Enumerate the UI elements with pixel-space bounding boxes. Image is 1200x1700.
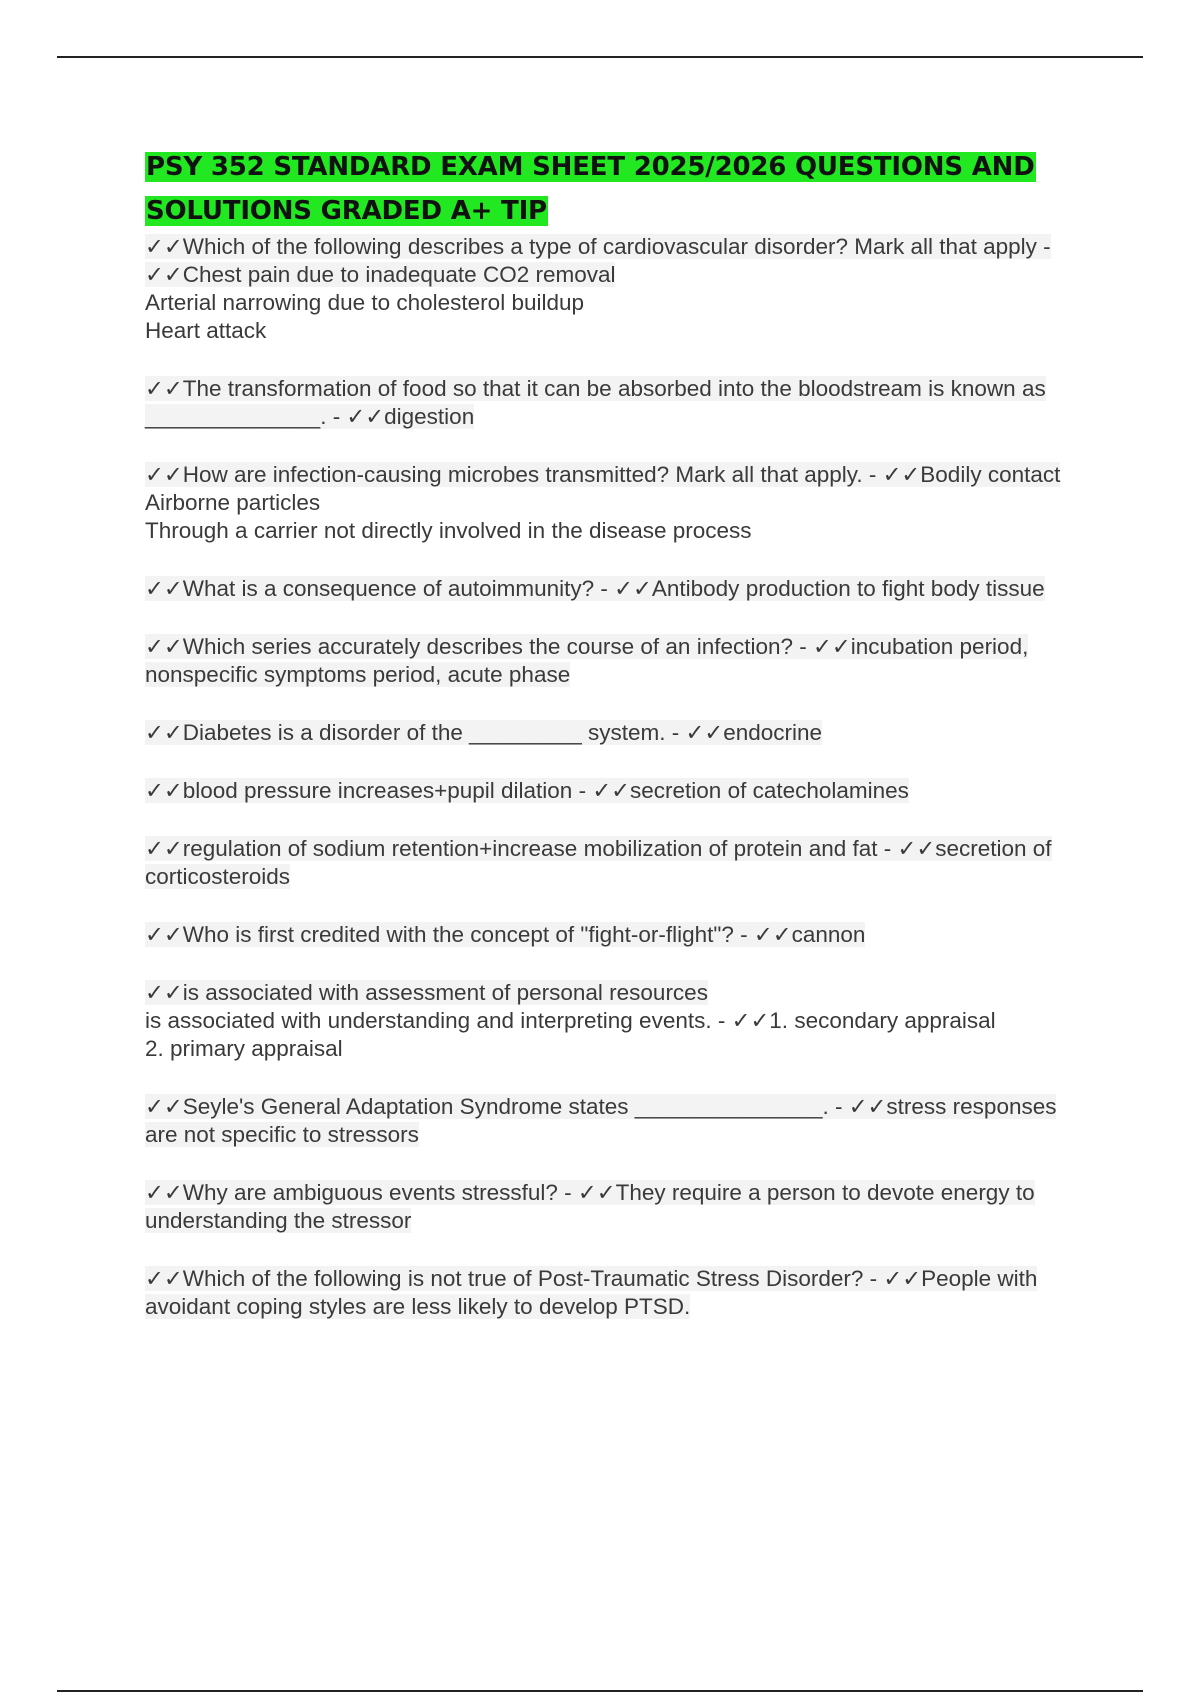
question-text: ✓✓Seyle's General Adaptation Syndrome states _______________. - ✓✓stress responses are not specific to stressors xyxy=(145,1094,1057,1147)
qa-item-4 xyxy=(145,575,1085,603)
question-text: ✓✓Which of the following is not true of Post-Traumatic Stress Disorder? - ✓✓People with avoidant coping styles are less likely to develop PTSD. xyxy=(145,1266,1038,1319)
question-text: ✓✓What is a consequence of autoimmunity? - ✓✓Antibody production to fight body tissue xyxy=(145,576,1045,601)
question-text: ✓✓blood pressure increases+pupil dilation - ✓✓secretion of catecholamines xyxy=(145,778,909,803)
qa-item-6 xyxy=(145,719,1085,747)
document-body xyxy=(145,145,1085,1321)
question-text: ✓✓Which series accurately describes the course of an infection? - ✓✓incubation period, nonspecific symptoms period, acute phase xyxy=(145,634,1029,687)
qa-item-1 xyxy=(145,233,1085,345)
qa-item-11 xyxy=(145,1093,1085,1149)
qa-item-2 xyxy=(145,375,1085,431)
qa-item-10 xyxy=(145,979,1085,1063)
answer-line: 2. primary appraisal xyxy=(145,1036,343,1061)
answer-line: Through a carrier not directly involved in the disease process xyxy=(145,518,752,543)
question-text: ✓✓The transformation of food so that it can be absorbed into the bloodstream is known as ______________. - ✓✓digestion xyxy=(145,376,1046,429)
question-text: ✓✓Diabetes is a disorder of the _________ system. - ✓✓endocrine xyxy=(145,720,823,745)
answer-line: Arterial narrowing due to cholesterol buildup xyxy=(145,290,585,315)
qa-item-9 xyxy=(145,921,1085,949)
qa-item-5 xyxy=(145,633,1085,689)
answer-line: is associated with understanding and interpreting events. - ✓✓1. secondary appraisal xyxy=(145,1008,996,1033)
question-text: ✓✓is associated with assessment of personal resources xyxy=(145,980,708,1005)
question-text: ✓✓regulation of sodium retention+increase mobilization of protein and fat - ✓✓secretion of corticosteroids xyxy=(145,836,1052,889)
qa-item-3 xyxy=(145,461,1085,545)
title-highlight: PSY 352 STANDARD EXAM SHEET 2025/2026 QUESTIONS AND SOLUTIONS GRADED A+ TIP xyxy=(146,152,1035,226)
question-text: ✓✓How are infection-causing microbes transmitted? Mark all that apply. - ✓✓Bodily contact xyxy=(145,462,1061,487)
document-title xyxy=(145,145,1085,233)
answer-line: Heart attack xyxy=(145,318,267,343)
answer-line: Airborne particles xyxy=(145,490,321,515)
qa-item-7 xyxy=(145,777,1085,805)
qa-item-8 xyxy=(145,835,1085,891)
qa-item-13 xyxy=(145,1265,1085,1321)
qa-item-12 xyxy=(145,1179,1085,1235)
question-text: ✓✓Which of the following describes a type of cardiovascular disorder? Mark all that apply - ✓✓Chest pain due to inadequate CO2 removal xyxy=(145,234,1051,287)
question-text: ✓✓Why are ambiguous events stressful? - ✓✓They require a person to devote energy to understanding the stressor xyxy=(145,1180,1035,1233)
top-rule xyxy=(57,56,1143,58)
question-text: ✓✓Who is first credited with the concept of "fight-or-flight"? - ✓✓cannon xyxy=(145,922,866,947)
bottom-rule xyxy=(57,1690,1143,1692)
